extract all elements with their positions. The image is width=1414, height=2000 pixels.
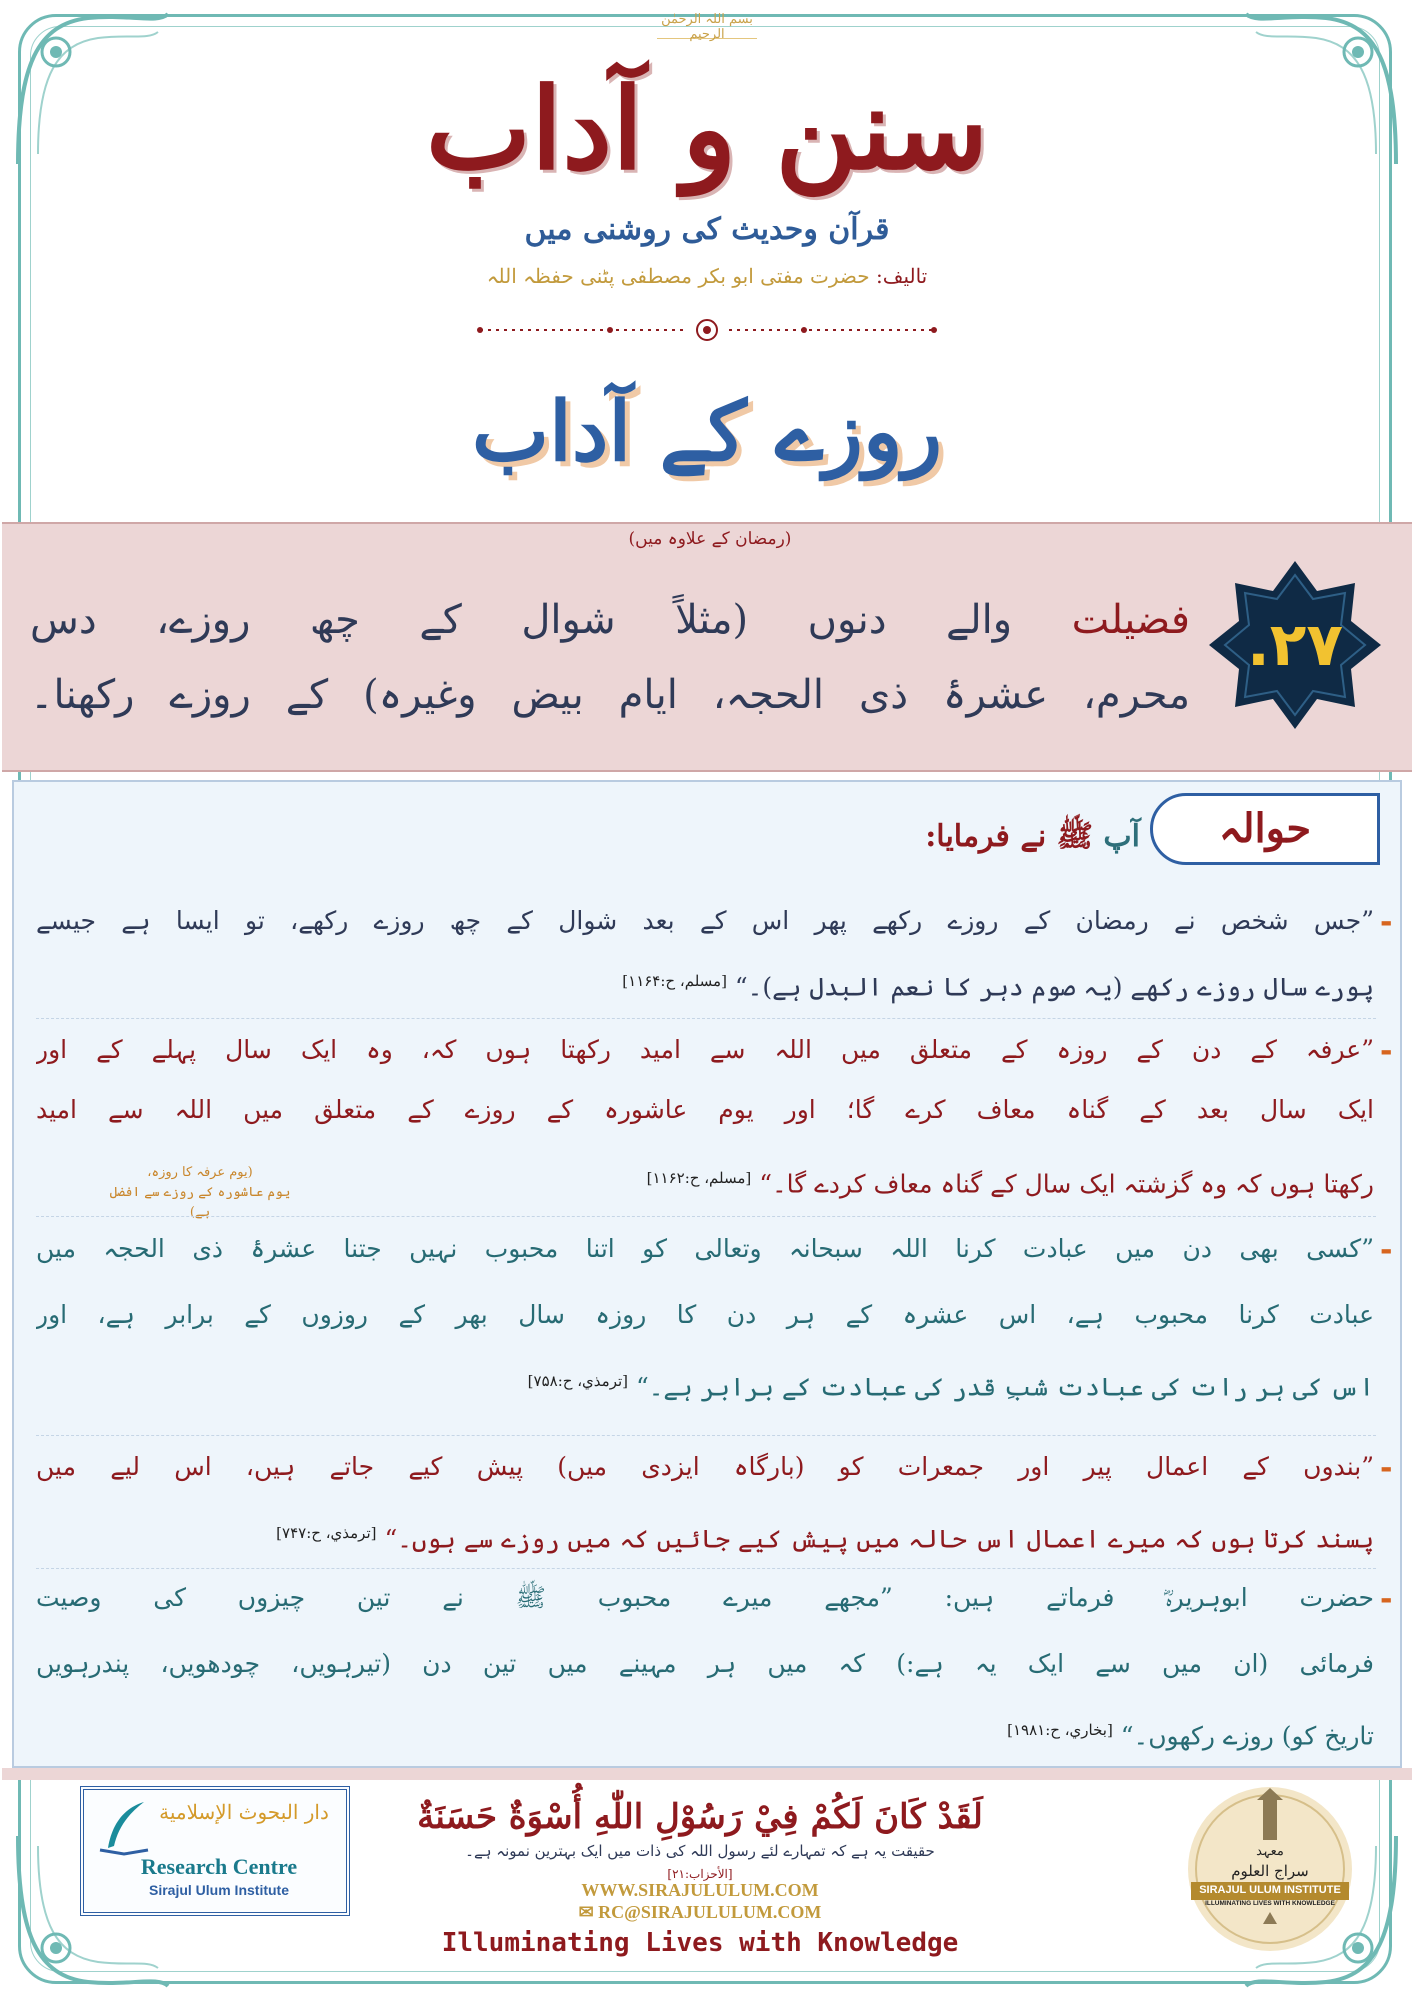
ornamental-divider-icon [470,316,944,344]
hadith-3-line-3 [36,1353,1374,1409]
hadith-2-side-note-2: یوم عاشورہ کے روزے سے افضل ہے) [109,1185,291,1220]
hadith-3-line-2: عبادت کرنا محبوب ہے، اس عشرہ کے ہر دن کا روزہ سال بھر کے روزوں کے برابر ہے، اور [36,1300,1374,1329]
hadith-4-line-1: ”بندوں کے اعمال پیر اور جمعرات کو (بارگاہ ایزدی میں) پیش کیے جاتے ہیں، اس لیے میں [36,1452,1374,1481]
hadith-5-line-3 [36,1702,1374,1758]
verse-translation: حقیقت یہ ہے کہ تمہارے لئے رسول اللہ کی ذات میں ایک بہترین نمونہ ہے۔ [465,1842,935,1860]
hadith-5-line-1: حضرت ابوہریرہؓ فرماتے ہیں: ”مجھے میرے محبوب ﷺ نے تین چیزوں کی وصیت [36,1583,1374,1612]
hadith-2-side-note [100,1163,300,1220]
page-subtitle: قرآن وحدیث کی روشنی میں [524,212,890,247]
bullet-icon: - [1380,1582,1393,1617]
hadith-1-line-2 [36,953,1374,1009]
corner-ornament-icon [1236,4,1406,174]
item-heading-line-1 [30,585,1190,655]
quran-verse-text: لَقَدْ كَانَ لَكُمْ فِيْ رَسُوْلِ اللّٰهِ أُسْوَةٌ حَسَنَةٌ [417,1797,983,1837]
separator [36,1216,1376,1217]
topic-title: روزے کے آداب [471,384,943,480]
separator [36,1018,1376,1019]
website-link[interactable]: WWW.SIRAJULULUM.COM [581,1880,819,1900]
research-centre-logo [80,1786,350,1916]
hadith-2-line-1: ”عرفہ کے دن کے روزہ کے متعلق میں اللہ سے امید رکھتا ہوں کہ، وہ ایک سال پہلے کے اور [36,1035,1374,1064]
institute-logo-label-1: معہد [1256,1844,1284,1859]
research-centre-title: Research Centre [140,1854,298,1879]
hadith-1-text: پورے سال روزے رکھے (یہ صوم دہر کا نعم البدل ہے)۔“ [734,972,1374,1002]
item-heading-text: والے دنوں (مثلاً شوال کے چھ روزے، دس [30,597,1013,643]
reference-intro-a: آپ [1103,819,1140,854]
separator [36,1435,1376,1436]
institute-logo-tagline: ILLUMINATING LIVES WITH KNOWLEDGE [1205,1900,1335,1907]
item-heading-line-2: محرم، عشرۂ ذی الحجہ، ایام بیض وغیرہ) کے روزے رکھنا۔ [30,672,1190,718]
hadith-1-citation: [مسلم، ح:۱۱۶۴] [622,972,727,990]
item-note: (رمضان کے علاوہ میں) [628,529,792,549]
email-text: RC@SIRAJULULUM.COM [598,1902,822,1922]
bismillah-calligraphy: بسم اللہ الرحمٰن الرحیم [657,12,757,39]
bullet-icon: - [1380,905,1393,940]
bullet-icon: - [1380,1034,1393,1069]
hadith-3-line-1: ”کسی بھی دن میں عبادت کرنا اللہ سبحانہ وتعالی کو اتنا محبوب نہیں جتنا عشرۂ ذی الحجہ میں [36,1234,1374,1263]
institute-logo-name: SIRAJUL ULUM INSTITUTE [1199,1884,1341,1896]
hadith-5-text: تاریخ کو) روزے رکھوں۔“ [1120,1721,1374,1751]
page-title: سنن و آداب [425,64,989,195]
reference-intro [560,812,1140,862]
footer-band [2,1768,1412,1780]
institute-logo [1185,1784,1355,1954]
institute-logo-label-2: سراج العلوم [1231,1862,1309,1880]
bullet-icon: - [1380,1233,1393,1268]
item-heading-highlight: فضیلت [1071,597,1190,643]
hadith-1-line-1: ”جس شخص نے رمضان کے روزے رکھے پھر اس کے بعد شوال کے چھ روزے رکھے، تو ایسا ہے جیسے [36,906,1374,935]
author-label: تالیف: [876,264,928,288]
hadith-2-line-2: ایک سال بعد کے گناہ معاف کرے گا؛ اور یوم عاشورہ کے روزے کے متعلق میں اللہ سے امید [36,1095,1374,1124]
hadith-4-citation: [ترمذي، ح:۷۴۷] [276,1524,377,1542]
hadith-3-citation: [ترمذي، ح:۷۵۸] [527,1372,629,1390]
hadith-2-side-note-1: (یوم عرفہ کا روزہ، [147,1165,253,1180]
hadith-4-line-2 [36,1505,1374,1561]
hadith-2-text: رکھتا ہوں کہ وہ گزشتہ ایک سال کے گناہ معاف کردے گا۔“ [759,1169,1374,1199]
reference-intro-b: ﷺ نے فرمایا: [925,819,1093,854]
footer-tagline: Illuminating Lives with Knowledge [441,1928,959,1958]
mail-icon: ✉ [578,1902,599,1922]
author-name: حضرت مفتی ابو بکر مصطفی پٹنی حفظہ اللہ [486,264,870,288]
bullet-icon: - [1380,1451,1393,1486]
hadith-5-citation: [بخاري، ح:۱۹۸۱] [1007,1721,1113,1739]
quran-verse-ref: [الأحزاب:۲۱] [667,1867,733,1881]
email-link[interactable] [480,1902,920,1924]
hadith-4-text: پسند کرتا ہوں کہ میرے اعمال اس حالہ میں پیش کیے جائیں کہ میں روزے سے ہوں۔“ [384,1524,1374,1554]
hadith-5-line-2: فرمائی (ان میں سے ایک یہ ہے:) کہ میں ہر مہینے میں تین دن (تیرہویں، چودھویں، پندرہویں [36,1649,1374,1678]
corner-ornament-icon [8,4,178,174]
research-centre-subtitle: Sirajul Ulum Institute [148,1882,289,1898]
separator [36,1568,1376,1569]
hadith-3-text: اس کی ہر رات کی عبادت شبِ قدر کی عبادت کے برابر ہے۔“ [635,1372,1374,1402]
reference-tab-label: حوالہ [1218,805,1312,852]
author-line [400,264,1014,298]
item-number: ۲۷. [1246,610,1344,680]
research-centre-arabic: دار البحوث الإسلامية [159,1800,329,1824]
hadith-2-citation: [مسلم، ح:۱۱۶۲] [646,1169,752,1187]
